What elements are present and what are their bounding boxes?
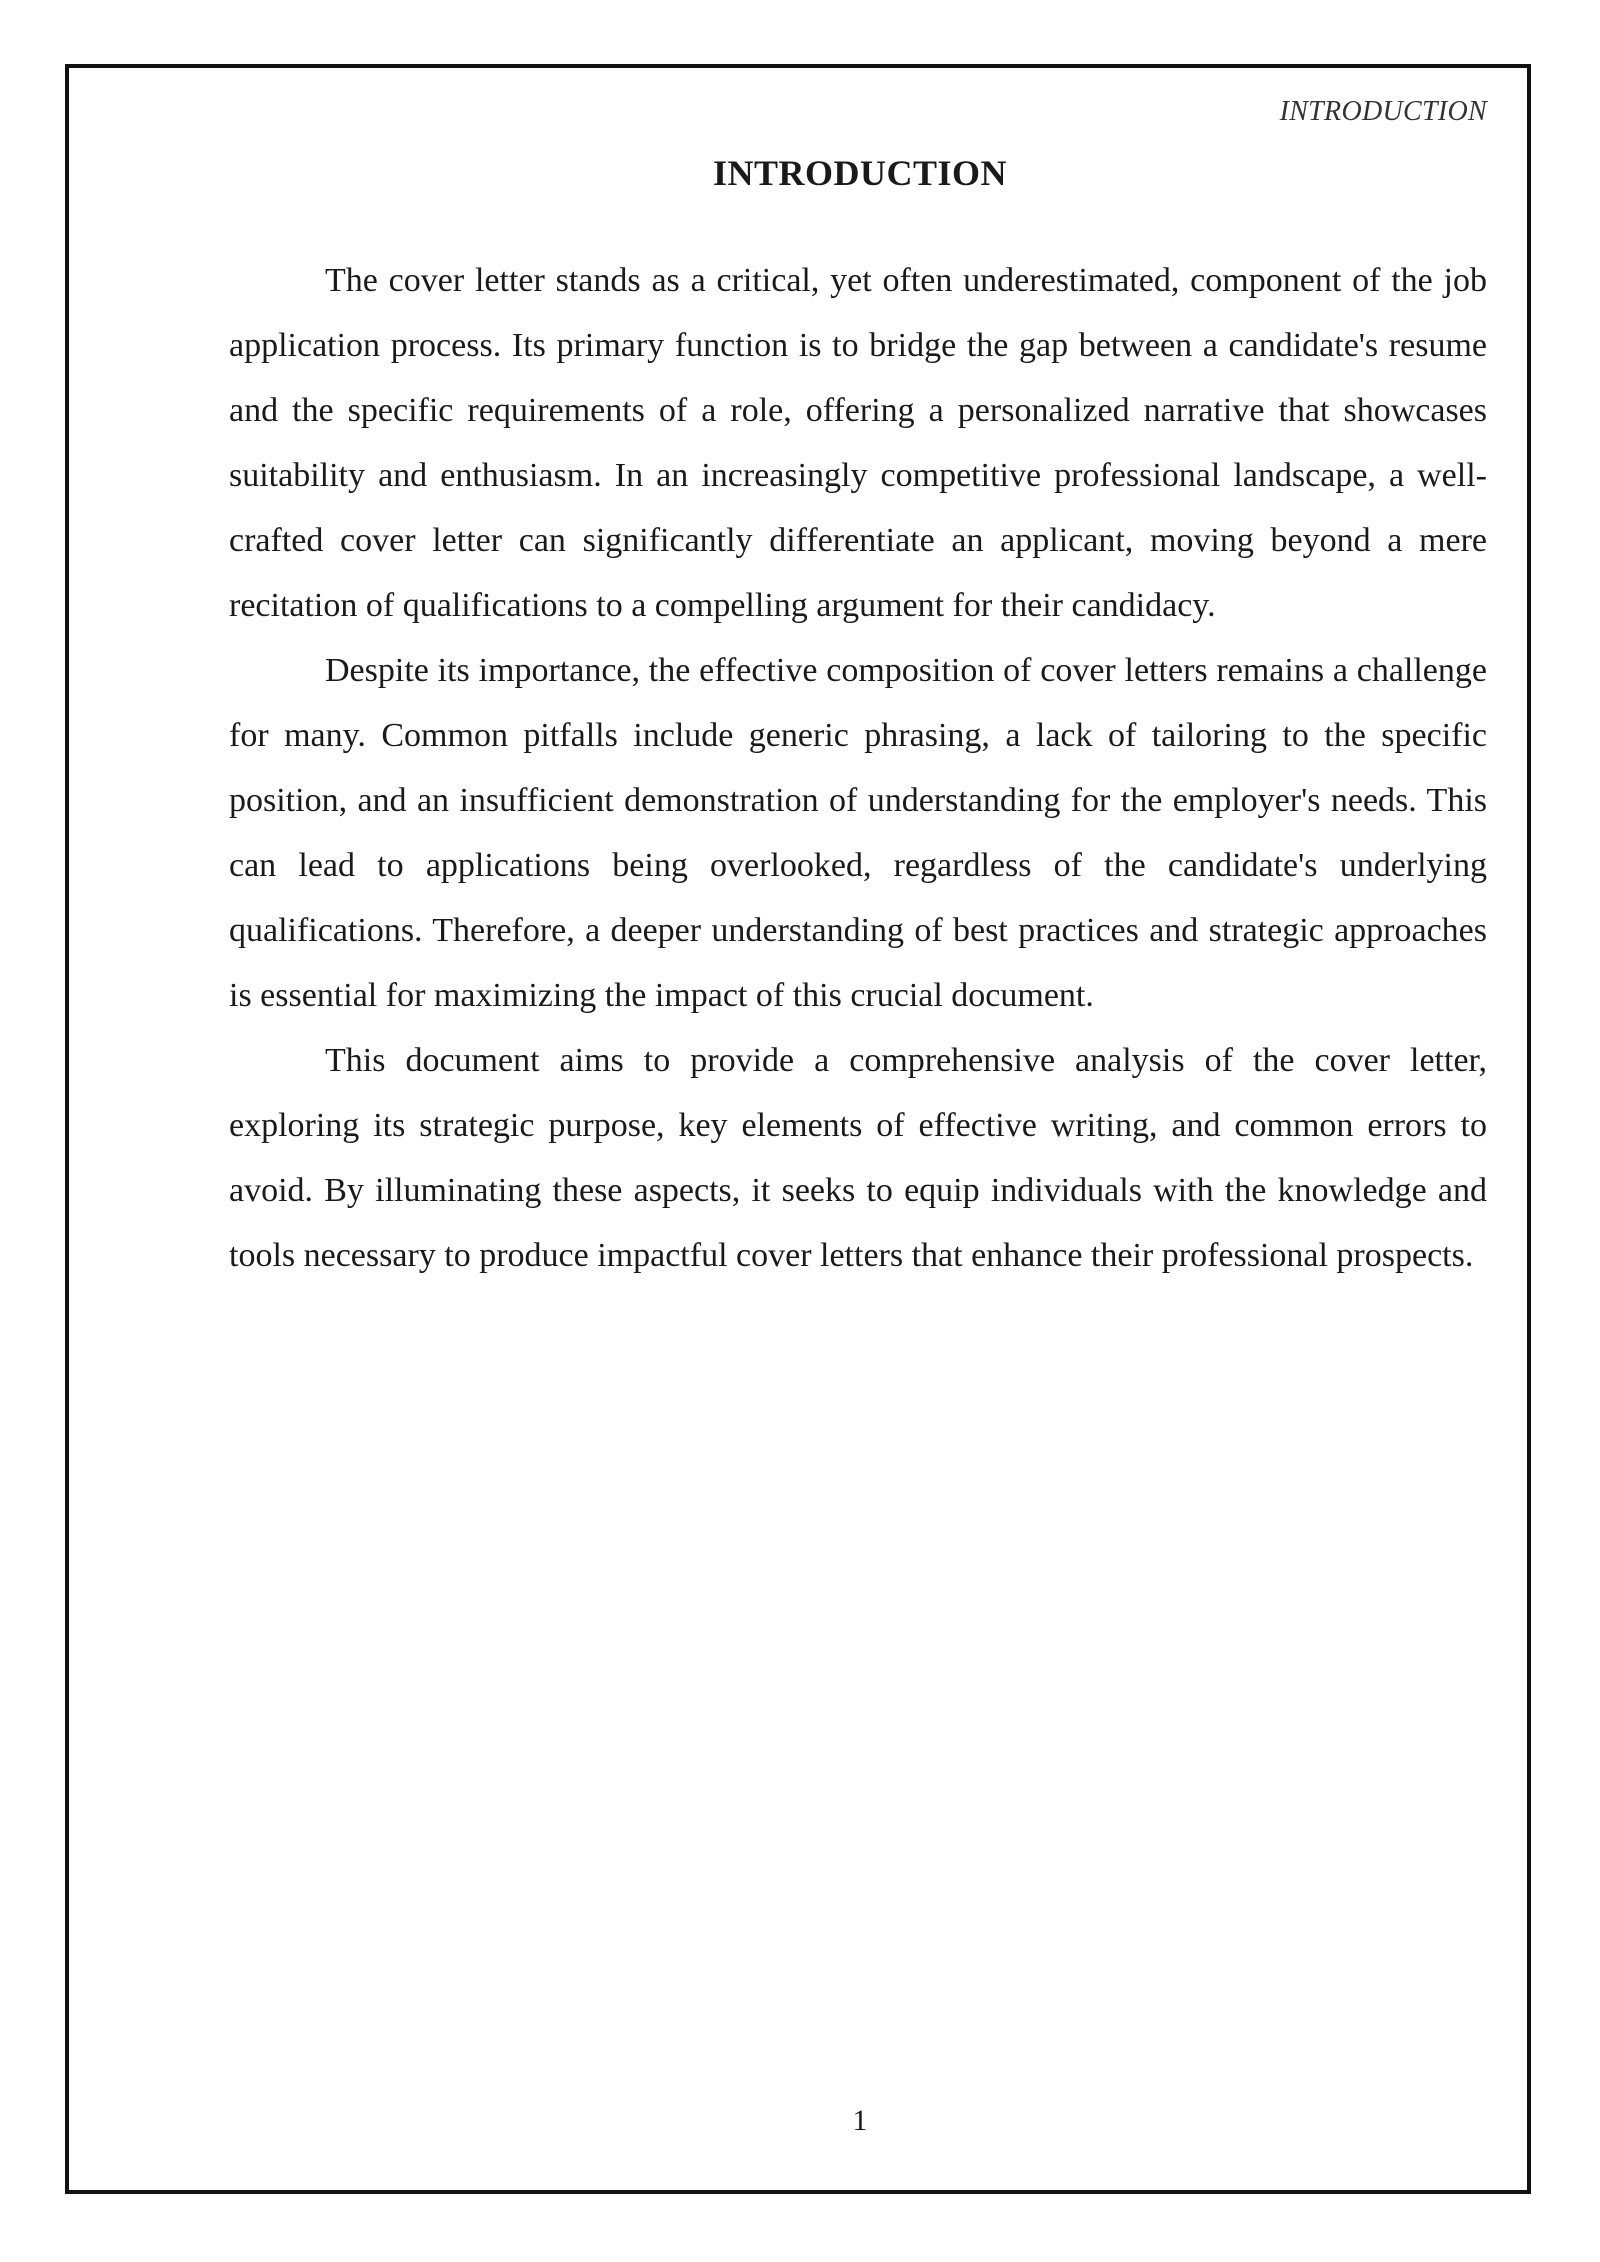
paragraph-1: The cover letter stands as a critical, yet often underestimated, component of the job application process. Its primary function is to bridge the gap between a candidate's resume and the specific requirements of a role, offering a personalized narrative that showcases suitability and enthusiasm. In an increasingly competitive professional landscape, a well-crafted cover letter can significantly differentiate an applicant, moving beyond a mere recitation of qualifications to a compelling argument for their candidacy. — [229, 262, 1487, 624]
page-number: 1 — [852, 2104, 868, 2137]
page-title: INTRODUCTION — [712, 153, 1008, 193]
running-header: INTRODUCTION — [1279, 96, 1487, 127]
paragraph-2: Despite its importance, the effective composition of cover letters remains a challenge for many. Common pitfalls include generic phrasing, a lack of tailoring to the specific position, and an insufficient demonstration of understanding for the employer's needs. This can lead to applications being overlooked, regardless of the candidate's underlying qualifications. Therefore, a deeper understanding of best practices and strategic approaches is essential for maximizing the impact of this crucial document. — [229, 652, 1487, 1014]
paragraph-3: This document aims to provide a comprehensive analysis of the cover letter, exploring its strategic purpose, key elements of effective writing, and common errors to avoid. By illuminating these aspects, it seeks to equip individuals with the knowledge and tools necessary to produce impactful cover letters that enhance their professional prospects. — [229, 1042, 1487, 1274]
body-text — [229, 248, 1487, 1288]
